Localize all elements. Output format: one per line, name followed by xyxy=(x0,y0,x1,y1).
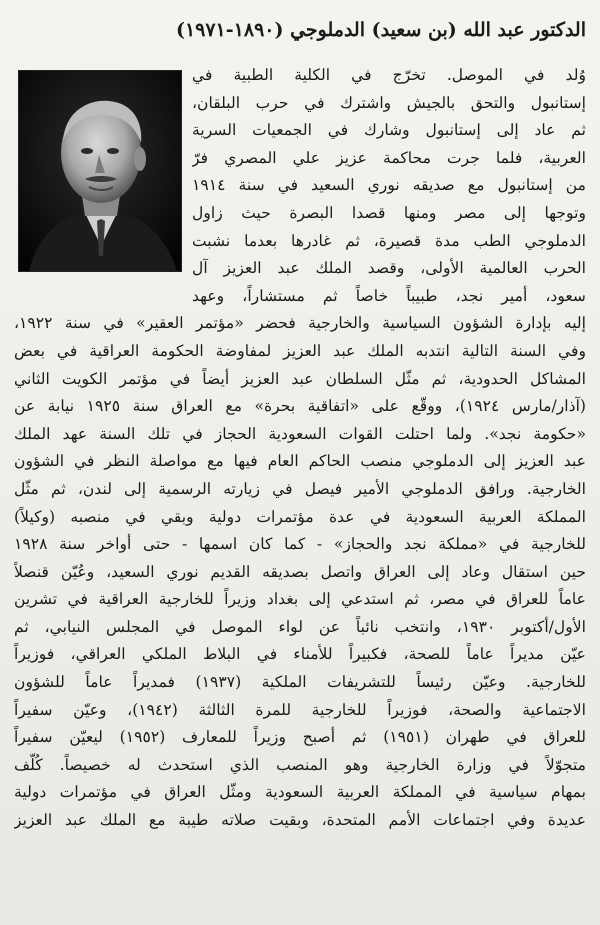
text-line: متجوّلاً في وزارة الخارجية وهو المنصب الذي استحدث له خصيصاً. كُلّف xyxy=(14,755,586,774)
text-line: إليه بإدارة الشؤون السياسية والخارجية فحضر «مؤتمر العقير» في سنة ١٩٢٢، xyxy=(14,314,586,333)
text-line: الأول/أكتوبر ١٩٣٠، وانتخب نائباً عن لواء الموصل في المجلس النيابي، ثم xyxy=(14,617,586,636)
text-line: وُلد في الموصل. تخرّج في الكلية الطبية في xyxy=(192,66,586,84)
text-line: المشاكل الحدودية، ثم مثّل السلطان عبد العزيز أيضاً في مؤتمر الكويت الثاني xyxy=(14,369,586,388)
article-body xyxy=(14,62,586,835)
article-title: الدكتور عبد الله (بن سعيد) الدملوجي (١٨٩٠-١٩٧١) xyxy=(175,19,586,41)
text-line: (آذار/مارس ١٩٢٤)، ووقّع على «اتفاقية بحرة» مع العراق سنة ١٩٢٥ نيابة عن xyxy=(14,397,586,416)
text-line: عاماً للعراق في مصر، ثم استدعي إلى بغداد وزيراً للخارجية العراقية في تشرين xyxy=(14,590,586,609)
text-line: الحرب العالمية الأولى، وقصد الملك عبد العزيز آل xyxy=(192,259,586,278)
text-line: حين استقال وعاد إلى العراق واتصل بصديقه القديم نوري السعيد، وعُيّن قنصلاً xyxy=(14,562,586,581)
text-line: الاجتماعية والصحة، فوزيراً للخارجية للمرة الثالثة (١٩٤٢)، وعيّن سفيراً xyxy=(14,700,586,719)
text-line: بمهام سياسية في المملكة العربية السعودية ومثّل العراق في مؤتمرات دولية xyxy=(14,783,586,802)
text-line: عبد العزيز إلى الدملوجي منصب الحاكم العام فيها مع مواصلة النظر في الشؤون xyxy=(14,452,586,471)
text-line: عيّن مديراً عاماً للصحة، فكبيراً للأمناء في البلاط الملكي العراقي، فوزيراً xyxy=(14,645,586,664)
text-line: العربية، فلما جرت محاكمة عزيز علي المصري فرّ xyxy=(192,148,586,167)
text-line: إستانبول والتحق بالجيش واشترك في حرب البلقان، xyxy=(192,93,586,112)
text-line: وتوجها إلى مصر ومنها قصدا البصرة حيث زاول xyxy=(192,203,586,222)
text-line: الدملوجي الطب مدة قصيرة، ثم غادرها بعدما نشبت xyxy=(192,231,586,250)
text-line: للخارجية. وعيّن رئيساً للتشريفات الملكية (١٩٣٧) فمديراً عاماً للشؤون xyxy=(14,673,586,692)
text-line: ثم عاد إلى إستانبول وشارك في الجمعيات السرية xyxy=(192,121,586,140)
text-line: للعراق في طهران (١٩٥١) ثم أصبح وزيراً للمعارف (١٩٥٢) ليعيّن سفيراً xyxy=(14,728,586,747)
text-line: «حكومة نجد». ولما احتلت القوات السعودية الحجاز في تلك السنة عهد الملك xyxy=(14,424,586,443)
text-line: وفي السنة التالية انتدبه الملك عبد العزيز لمفاوضة الحكومة العراقية في بعض xyxy=(14,341,586,360)
text-line: المملكة العربية السعودية في عدة مؤتمرات دولية وبقي في منصبه (وكيلاً) xyxy=(14,507,586,526)
text-line: للخارجية في «مملكة نجد والحجاز» - كما كان اسمها - حتى أواخر سنة ١٩٢٨ xyxy=(14,535,586,554)
text-line: سعود، أمير نجد، طبيباً خاصاً ثم مستشاراً، وعهد xyxy=(192,286,586,305)
text-line: عديدة وفي اجتماعات الأمم المتحدة، وبقيت صلاته طيبة مع الملك عبد العزيز xyxy=(14,811,586,830)
text-line: من إستانبول مع صديقه نوري السعيد في سنة ١٩١٤ xyxy=(192,176,586,195)
text-line: الخارجية. ورافق الدملوجي الأمير فيصل في زيارته الرسمية إلى لندن، ثم مثّل xyxy=(14,479,586,498)
